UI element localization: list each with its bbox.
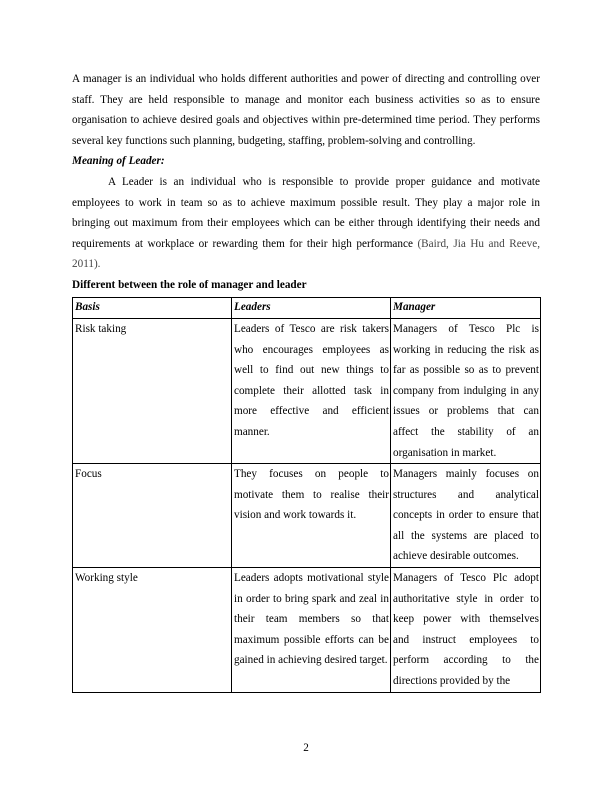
leader-paragraph-text: A Leader is an individual who is responsible to provide proper guidance and motivate employees to work in team so as to achieve maximum possible result. They play a major role in bringing out maximum from their employees which can be either through identifying their needs and requirements at workplace or rewarding them for their high performance [72, 175, 540, 250]
leader-citation: (Baird, Jia Hu and Reeve, 2011). [72, 237, 540, 271]
cell-leaders: Leaders adopts motivational style in order to bring spark and zeal in their team members so that maximum possible efforts can be gained in achieving desired target. [232, 568, 391, 693]
cell-leaders: They focuses on people to motivate them to realise their vision and work towards it. [232, 464, 391, 568]
cell-leaders: Leaders of Tesco are risk takers who encourages employees as well to find out new things to complete their allotted task in more effective and efficient manner. [232, 318, 391, 463]
header-manager: Manager [391, 297, 541, 318]
leader-heading: Meaning of Leader: [72, 155, 165, 168]
document-page [72, 69, 540, 693]
cell-manager: Managers of Tesco Plc is working in reducing the risk as far as possible so as to prevent company from indulging in any issues or problems that can affect the stability of an organisation in market. [391, 318, 541, 463]
header-leaders: Leaders [232, 297, 391, 318]
cell-basis: Risk taking [73, 318, 232, 463]
table-row [73, 568, 541, 693]
cell-manager: Managers mainly focuses on structures and analytical concepts in order to ensure that all the systems are placed to achieve desirable outcomes. [391, 464, 541, 568]
table-title: Different between the role of manager and leader [72, 278, 307, 291]
page-number: 2 [303, 742, 309, 754]
cell-basis: Working style [73, 568, 232, 693]
intro-paragraph: A manager is an individual who holds different authorities and power of directing and controlling over staff. They are held responsible to manage and monitor each business activities so as to ensure organisation to achieve desired goals and objectives within pre-determined time period. They performs several key functions such planning, budgeting, staffing, problem-solving and controlling. [72, 73, 540, 147]
table-row [73, 464, 541, 568]
cell-manager: Managers of Tesco Plc adopt authoritative style in order to keep power with themselves and instruct employees to perform according to the directions provided by the [391, 568, 541, 693]
cell-basis: Focus [73, 464, 232, 568]
header-basis: Basis [73, 297, 232, 318]
table-row [73, 318, 541, 463]
leader-paragraph [72, 172, 540, 275]
comparison-table [72, 297, 541, 693]
table-header-row [73, 297, 541, 318]
